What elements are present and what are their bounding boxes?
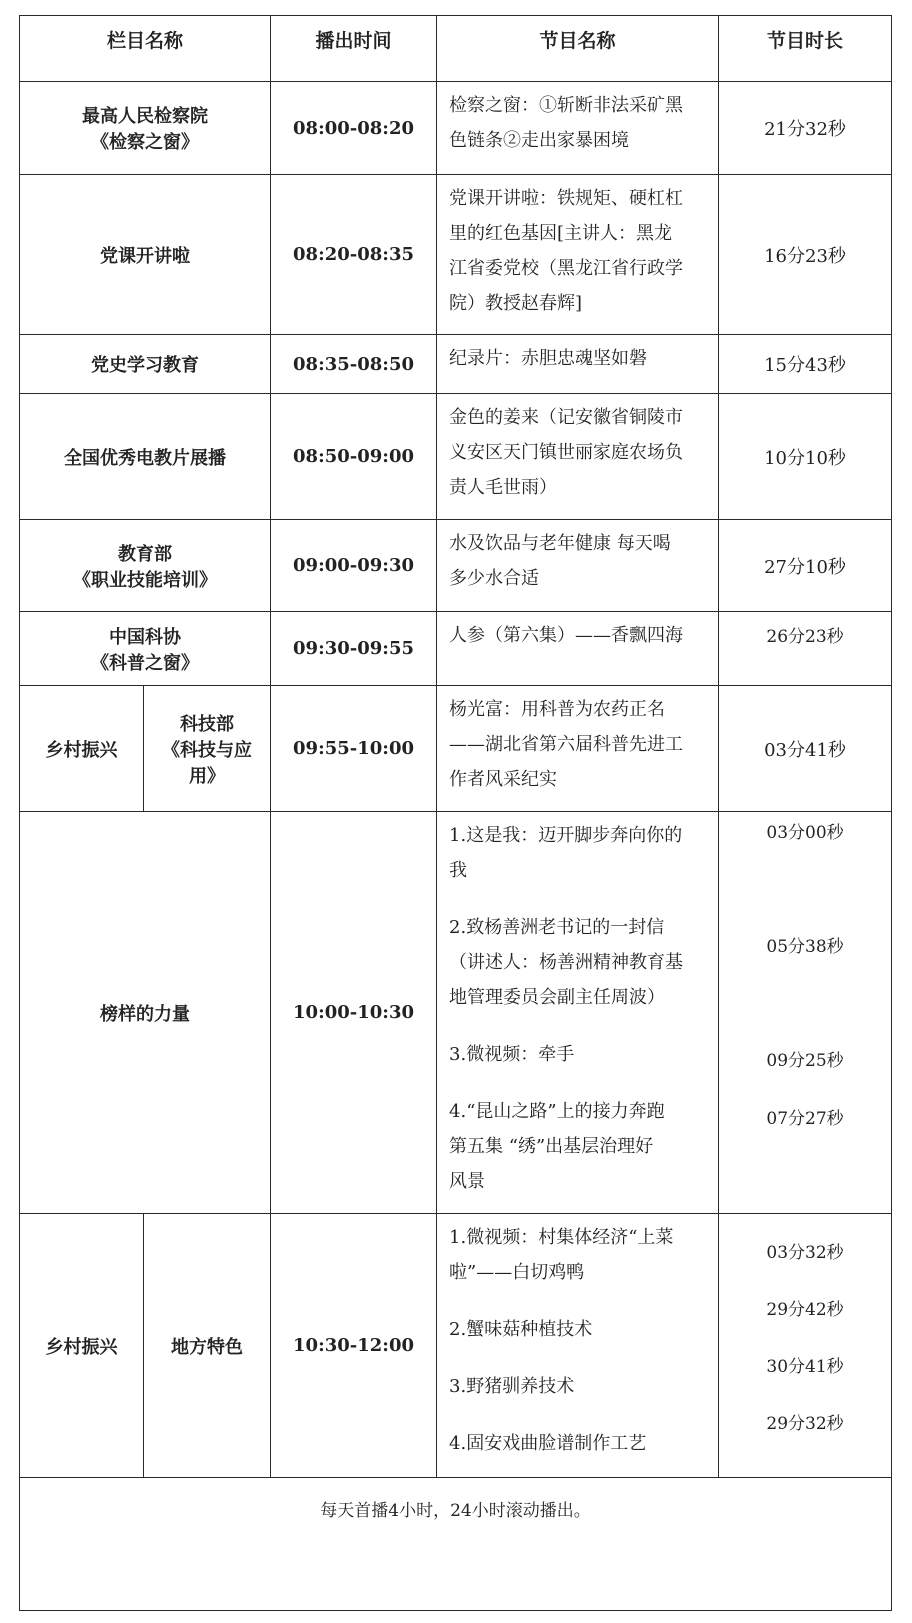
program-line: 责人毛世雨）	[449, 477, 558, 498]
program-line: 水及饮品与老年健康 每天喝	[449, 533, 671, 554]
time-cell: 09:30-09:55	[271, 612, 437, 686]
column-name: 最高人民检察院	[82, 106, 208, 127]
program-line: 第五集 “绣”出基层治理好	[449, 1136, 654, 1157]
duration-value: 03分32秒	[766, 1243, 844, 1263]
header-column: 栏目名称	[20, 16, 271, 82]
program-line: 院）教授赵春辉]	[449, 293, 583, 314]
spacer	[449, 1072, 708, 1094]
column-cell: 全国优秀电教片展播	[20, 394, 271, 520]
duration-cell: 10分10秒	[719, 394, 892, 520]
duration-value: 05分38秒	[766, 937, 844, 957]
program-cell	[437, 686, 719, 812]
group-cell: 乡村振兴	[20, 686, 144, 812]
program-line: 义安区天门镇世丽家庭农场负	[449, 442, 684, 463]
program-line: 纪录片：赤胆忠魂坚如磐	[449, 348, 648, 369]
column-name: 中国科协	[109, 626, 181, 648]
time-cell: 09:55-10:00	[271, 686, 437, 812]
column-cell: 党史学习教育	[20, 335, 271, 394]
column-cell	[144, 686, 271, 812]
header-row	[20, 16, 892, 82]
table-row	[20, 520, 892, 612]
program-line: 党课开讲啦：铁规矩、硬杠杠	[449, 188, 684, 209]
program-line: 人参（第六集）——香飘四海	[449, 625, 684, 646]
spacer	[449, 1015, 708, 1037]
program-line: 3.野猪驯养技术	[449, 1376, 575, 1397]
time-cell: 10:00-10:30	[271, 812, 437, 1214]
program-cell	[437, 520, 719, 612]
table-row	[20, 812, 892, 1214]
program-line: 检察之窗：①斩断非法采矿黑	[449, 95, 684, 116]
program-line: 地管理委员会副主任周波）	[449, 987, 666, 1008]
duration-value: 29分32秒	[766, 1414, 844, 1434]
spacer	[449, 1347, 708, 1369]
footer-note: 每天首播4小时，24小时滚动播出。	[20, 1478, 892, 1611]
program-cell	[437, 1214, 719, 1478]
duration-cell: 26分23秒	[719, 612, 892, 686]
duration-cell: 16分23秒	[719, 175, 892, 335]
program-line: 我	[449, 860, 468, 881]
program-line: 4.固安戏曲脸谱制作工艺	[449, 1433, 647, 1454]
column-cell	[20, 612, 271, 686]
duration-value: 03分00秒	[766, 823, 844, 843]
program-line: 1.这是我：迈开脚步奔向你的	[449, 825, 683, 846]
column-subname: 《检察之窗》	[91, 132, 199, 153]
duration-value: 30分41秒	[766, 1357, 844, 1377]
table-row	[20, 82, 892, 175]
table-row	[20, 175, 892, 335]
duration-cell: 03分41秒	[719, 686, 892, 812]
program-line: 3.微视频：牵手	[449, 1044, 575, 1065]
table-row	[20, 612, 892, 686]
time-cell: 09:00-09:30	[271, 520, 437, 612]
program-line: 里的红色基因[主讲人：黑龙	[449, 223, 673, 244]
program-line: 多少水合适	[449, 568, 540, 589]
program-line: 1.微视频：村集体经济“上菜	[449, 1227, 674, 1248]
group-cell: 乡村振兴	[20, 1214, 144, 1478]
program-line: 4.“昆山之路”上的接力奔跑	[449, 1101, 665, 1122]
duration-cell: 27分10秒	[719, 520, 892, 612]
column-cell: 党课开讲啦	[20, 175, 271, 335]
column-cell	[20, 82, 271, 175]
time-cell: 08:50-09:00	[271, 394, 437, 520]
column-cell	[20, 520, 271, 612]
time-cell: 10:30-12:00	[271, 1214, 437, 1478]
duration-value: 29分42秒	[766, 1300, 844, 1320]
program-cell	[437, 612, 719, 686]
program-line: 2.致杨善洲老书记的一封信	[449, 917, 665, 938]
time-cell: 08:00-08:20	[271, 82, 437, 175]
program-cell	[437, 82, 719, 175]
duration-value: 07分27秒	[766, 1109, 844, 1129]
column-cell: 地方特色	[144, 1214, 271, 1478]
column-subname: 用》	[189, 765, 225, 787]
program-line: 色链条②走出家暴困境	[449, 130, 630, 151]
program-line: 江省委党校（黑龙江省行政学	[449, 258, 684, 279]
time-cell: 08:35-08:50	[271, 335, 437, 394]
header-program: 节目名称	[437, 16, 719, 82]
program-cell	[437, 812, 719, 1214]
time-cell: 08:20-08:35	[271, 175, 437, 335]
duration-cell	[719, 1214, 892, 1478]
header-time: 播出时间	[271, 16, 437, 82]
program-cell	[437, 335, 719, 394]
duration-cell	[719, 812, 892, 1214]
spacer	[449, 888, 708, 910]
column-subname: 《科技与应	[162, 739, 252, 761]
column-name: 教育部	[118, 543, 172, 565]
column-subname: 《职业技能培训》	[73, 569, 217, 591]
table-row	[20, 335, 892, 394]
table-row	[20, 1214, 892, 1478]
spacer	[449, 1290, 708, 1312]
header-duration: 节目时长	[719, 16, 892, 82]
schedule-table	[19, 15, 892, 1611]
program-line: 风景	[449, 1171, 486, 1192]
duration-value: 09分25秒	[766, 1051, 844, 1071]
duration-cell: 15分43秒	[719, 335, 892, 394]
program-line: 2.蟹味菇种植技术	[449, 1319, 593, 1340]
duration-cell: 21分32秒	[719, 82, 892, 175]
program-line: 金色的姜来（记安徽省铜陵市	[449, 407, 684, 428]
program-line: 作者风采纪实	[449, 769, 558, 790]
column-name: 科技部	[180, 713, 234, 735]
program-cell	[437, 175, 719, 335]
spacer	[449, 1404, 708, 1426]
program-line: 杨光富：用科普为农药正名	[449, 699, 666, 720]
program-line: （讲述人：杨善洲精神教育基	[449, 952, 684, 973]
table-row	[20, 394, 892, 520]
program-cell	[437, 394, 719, 520]
footer-row	[20, 1478, 892, 1611]
column-cell: 榜样的力量	[20, 812, 271, 1214]
program-line: ——湖北省第六届科普先进工	[449, 734, 684, 755]
program-line: 啦”——白切鸡鸭	[449, 1262, 585, 1283]
column-subname: 《科普之窗》	[91, 652, 199, 674]
table-row	[20, 686, 892, 812]
